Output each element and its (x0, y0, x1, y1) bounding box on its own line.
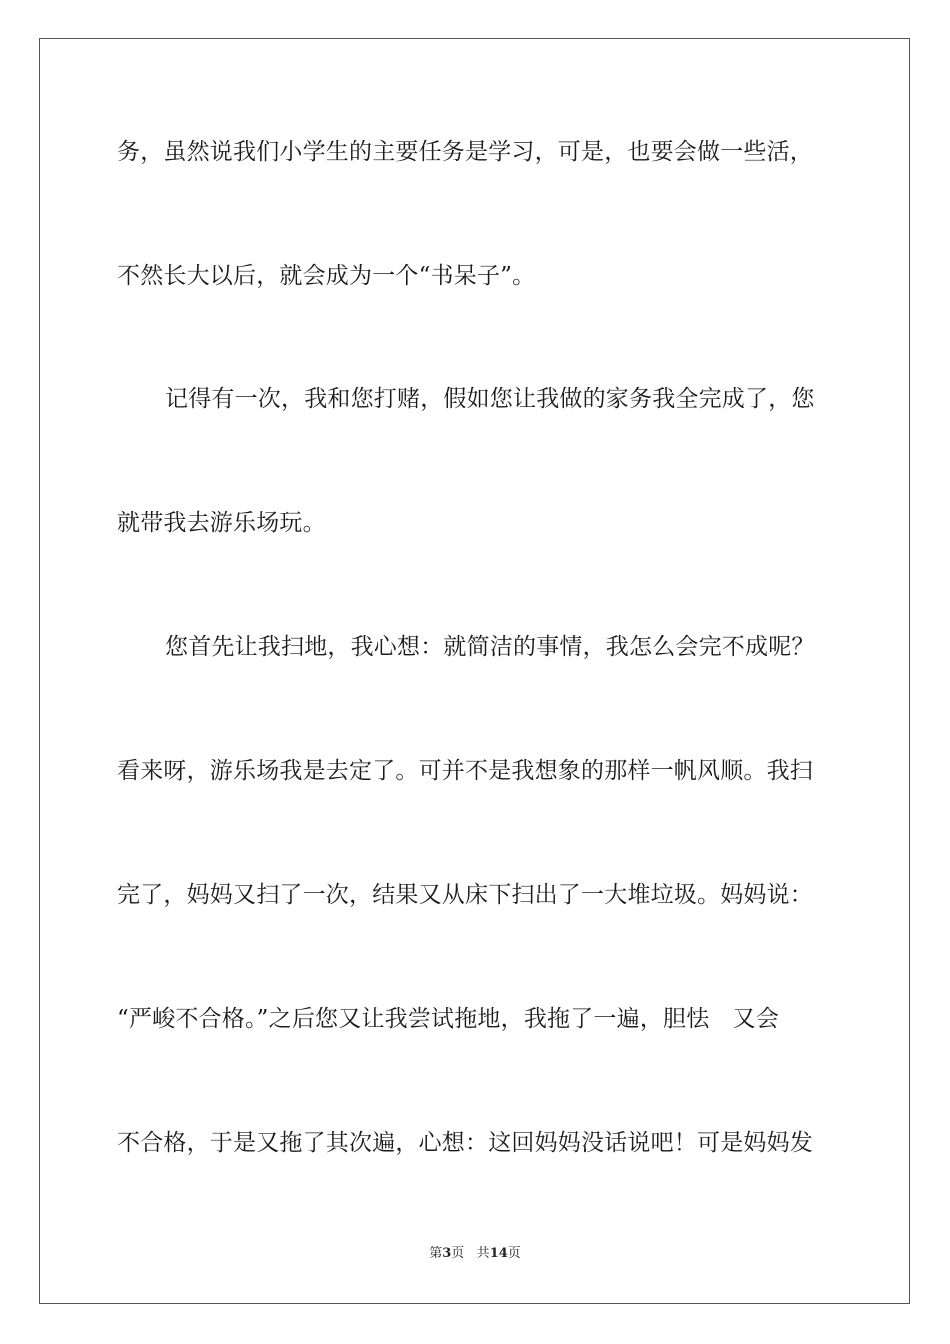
text-line-5: 您首先让我扫地，我心想：就简洁的事情，我怎么会完不成呢？ (165, 634, 815, 660)
total-pages-number: 14 (489, 1246, 508, 1261)
text-line-3: 记得有一次，我和您打赌，假如您让我做的家务我全完成了，您 (165, 386, 815, 412)
text-line-9: 不合格，于是又拖了其次遍，心想：这回妈妈没话说吧！可是妈妈发 (117, 1130, 813, 1156)
page-footer (0, 1246, 950, 1262)
page-border (39, 38, 910, 1304)
text-line-1: 务，虽然说我们小学生的主要任务是学习，可是，也要会做一些活， (117, 139, 813, 165)
total-label-prefix: 共 (476, 1246, 490, 1261)
text-line-7: 完了，妈妈又扫了一次，结果又从床下扫出了一大堆垃圾。妈妈说： (117, 882, 813, 908)
text-line-2: 不然长大以后，就会成为一个“书呆子”。 (117, 263, 536, 289)
text-line-4: 就带我去游乐场玩。 (117, 510, 326, 536)
current-page-number: 3 (442, 1246, 452, 1261)
total-label-unit: 页 (507, 1246, 521, 1261)
page-label-prefix: 第 (429, 1246, 443, 1261)
text-line-8: “严峻不合格。”之后您又让我尝试拖地，我拖了一遍，胆怯 又会 (117, 1006, 780, 1032)
page-label-unit: 页 (451, 1246, 465, 1261)
text-line-6: 看来呀，游乐场我是去定了。可并不是我想象的那样一帆风顺。我扫 (117, 758, 813, 784)
